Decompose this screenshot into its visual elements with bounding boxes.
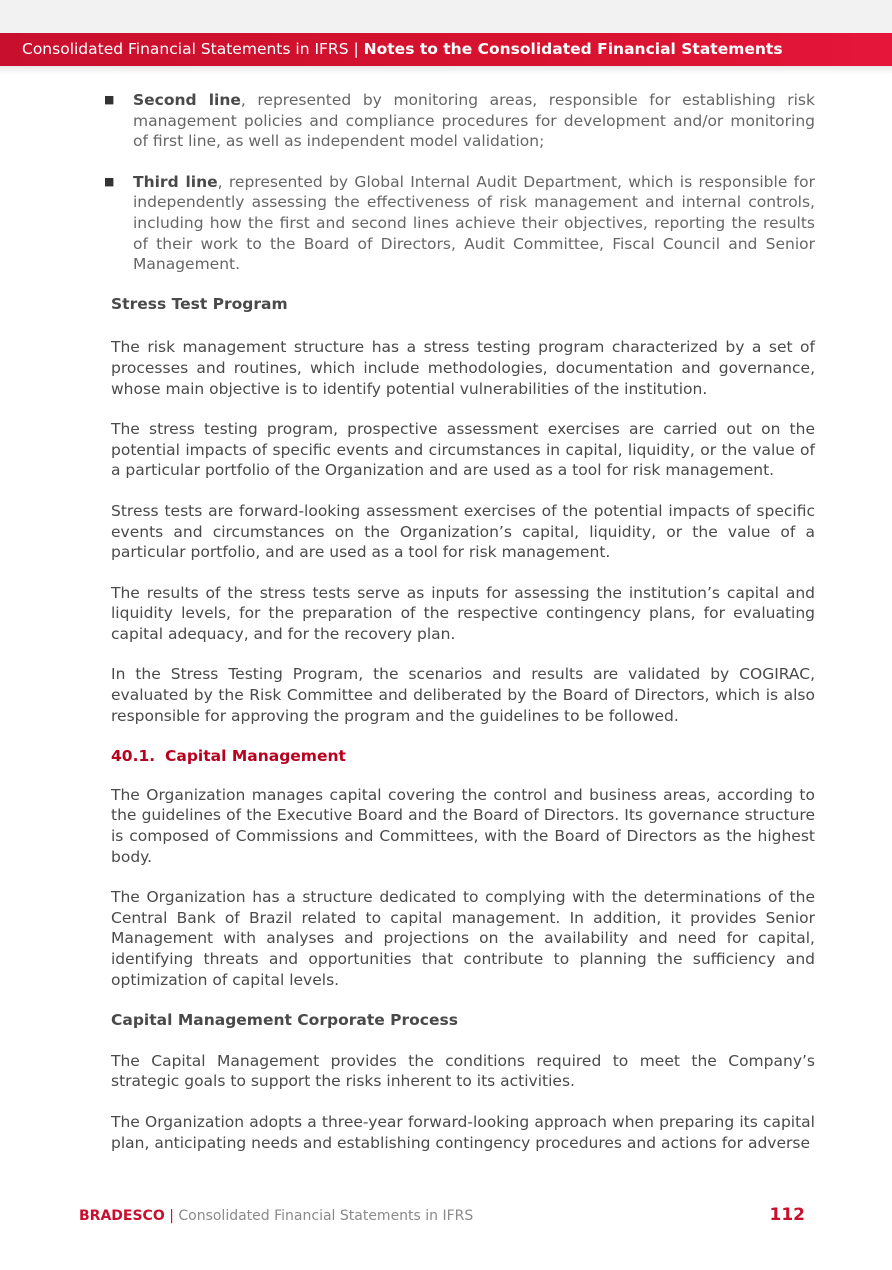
bullet-square-icon: ■	[104, 174, 115, 188]
paragraph: The Capital Management provides the conditions required to meet the Company’s strategic goals to support the risks inherent to its activities.	[111, 1051, 815, 1091]
bullet-square-icon: ■	[104, 93, 115, 106]
page-header-bar	[0, 33, 892, 66]
paragraph: The risk management structure has a stress testing program characterized by a set of processes and routines, which include methodologies, documentation and governance, whose main objective is to identify potential vulnerabilities of the institution.	[111, 338, 815, 398]
capital-process-heading: Capital Management Corporate Process	[111, 1011, 458, 1030]
header-doc-title: Consolidated Financial Statements in IFRS	[22, 40, 349, 58]
bullet-text: , represented by Global Internal Audit Department, which is responsible for independently assessing the effectiveness of risk management and internal controls, including how the first and second lines achieve their objectives, reporting the results of their work to the Board of Directors, Audit Committee, Fiscal Council and Senior Management.	[133, 172, 815, 274]
page-body	[104, 90, 815, 1173]
bullet-second-line	[104, 90, 815, 152]
bullet-lead: Third line	[133, 172, 218, 191]
bullet-lead: Second line	[133, 91, 241, 109]
header-text	[22, 33, 783, 66]
section-heading-capital-management	[111, 746, 815, 767]
paragraph: The Organization manages capital covering the control and business areas, according to the guidelines of the Executive Board and the Board of Directors. Its governance structure is composed of Commissions and Committees, with the Board of Directors as the highest body.	[111, 785, 815, 866]
top-margin	[0, 0, 892, 33]
paragraph: Stress tests are forward-looking assessment exercises of the potential impacts of specific events and circumstances on the Organization’s capital, liquidity, or the value of a particular portfolio, and are used as a tool for risk management.	[111, 501, 815, 562]
footer-title: Consolidated Financial Statements in IFRS	[178, 1208, 474, 1224]
paragraph: In the Stress Testing Program, the scenarios and results are validated by COGIRAC, evaluated by the Risk Committee and deliberated by the Board of Directors, which is also responsible for approving the program and the guidelines to be followed.	[111, 665, 815, 725]
header-section-title: Notes to the Consolidated Financial Statements	[363, 40, 783, 58]
footer-brand: BRADESCO	[79, 1208, 165, 1224]
bullet-text: , represented by monitoring areas, responsible for establishing risk management policies and compliance procedures for development and/or monitoring of first line, as well as independent model validation;	[133, 91, 815, 151]
page-footer	[79, 1205, 805, 1228]
page-number: 112	[769, 1205, 805, 1225]
paragraph: The Organization adopts a three-year forward-looking approach when preparing its capital plan, anticipating needs and establishing contingency procedures and actions for adverse	[111, 1112, 815, 1152]
header-separator: |	[353, 40, 359, 58]
paragraph: The stress testing program, prospective assessment exercises are carried out on the potential impacts of specific events and circumstances in capital, liquidity, or the value of a particular portfolio of the Organization and are used as a tool for risk management.	[111, 420, 815, 480]
paragraph: The results of the stress tests serve as inputs for assessing the institution’s capital and liquidity levels, for the preparation of the respective contingency plans, for evaluating capital adequacy, and for the recovery plan.	[111, 583, 815, 643]
bullet-third-line	[104, 172, 815, 275]
footer-separator: |	[169, 1208, 174, 1224]
paragraph: The Organization has a structure dedicated to complying with the determinations of the Central Bank of Brazil related to capital management. In addition, it provides Senior Management with analyses and projections on the availability and need for capital, identifying threats and opportunities that contribute to planning the sufficiency and optimization of capital levels.	[111, 888, 815, 989]
stress-test-heading: Stress Test Program	[111, 294, 288, 313]
header-shadow	[0, 66, 892, 74]
section-title: Capital Management	[165, 747, 346, 766]
section-number: 40.1.	[111, 747, 156, 766]
